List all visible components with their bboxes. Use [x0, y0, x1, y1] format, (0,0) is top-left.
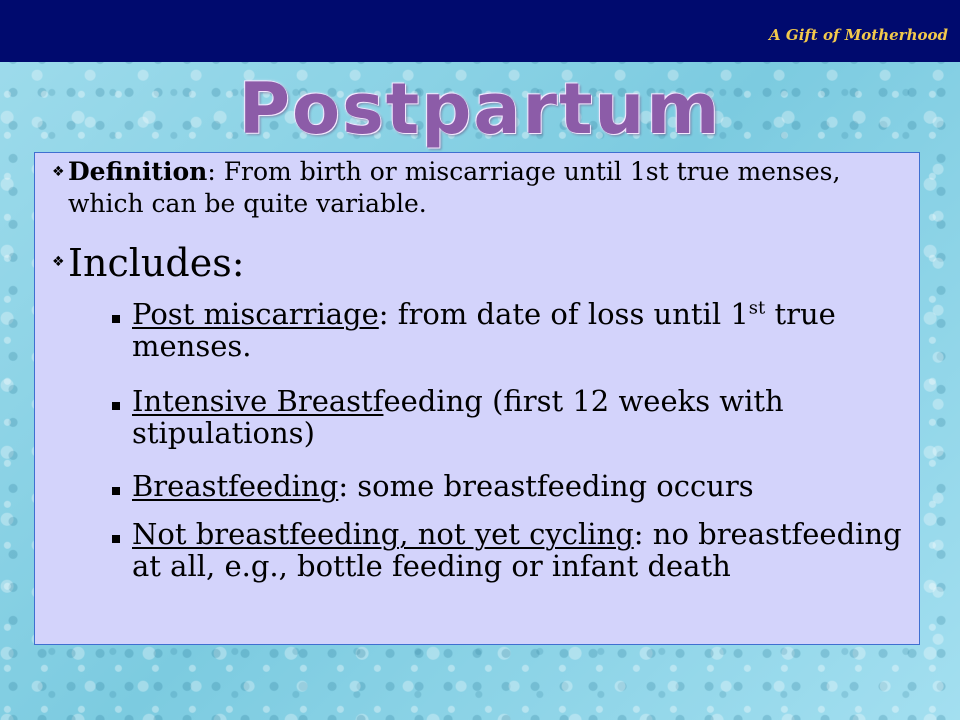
item-term: Not breastfeeding, not yet cycling — [132, 517, 634, 551]
definition-bullet — [68, 156, 878, 220]
header-tagline: A Gift of Motherhood — [769, 26, 948, 44]
list-item — [132, 518, 912, 582]
square-bullet-icon — [112, 487, 120, 495]
item-text: : no breastfeeding at all, e.g., bottle feeding or infant death — [132, 517, 902, 583]
list-item — [132, 470, 912, 502]
square-bullet-icon — [112, 535, 120, 543]
item-term: Breastfeeding — [132, 469, 339, 503]
definition-label: Definition — [68, 157, 208, 186]
square-bullet-icon — [112, 315, 120, 323]
square-bullet-icon — [112, 402, 120, 410]
includes-heading: Includes: — [68, 241, 245, 285]
list-item — [132, 298, 912, 362]
definition-text: : From birth or miscarriage until 1st true menses, which can be quite variable. — [68, 157, 841, 218]
slide-title: Postpartum — [238, 68, 722, 150]
header-bar — [0, 0, 960, 62]
item-text: : some breastfeeding occurs — [338, 469, 754, 503]
item-superscript: st — [748, 297, 766, 319]
item-term: Intensive Breastf — [132, 384, 384, 418]
diamond-bullet-icon: ❖ — [52, 254, 65, 270]
diamond-bullet-icon: ❖ — [52, 164, 65, 180]
item-term: Post miscarriage — [132, 297, 379, 331]
item-text-tail: true menses. — [132, 297, 836, 363]
item-text: eeding (first 12 weeks with stipulations) — [132, 384, 784, 450]
item-text: : from date of loss until 1 — [378, 297, 749, 331]
list-item — [132, 385, 912, 449]
